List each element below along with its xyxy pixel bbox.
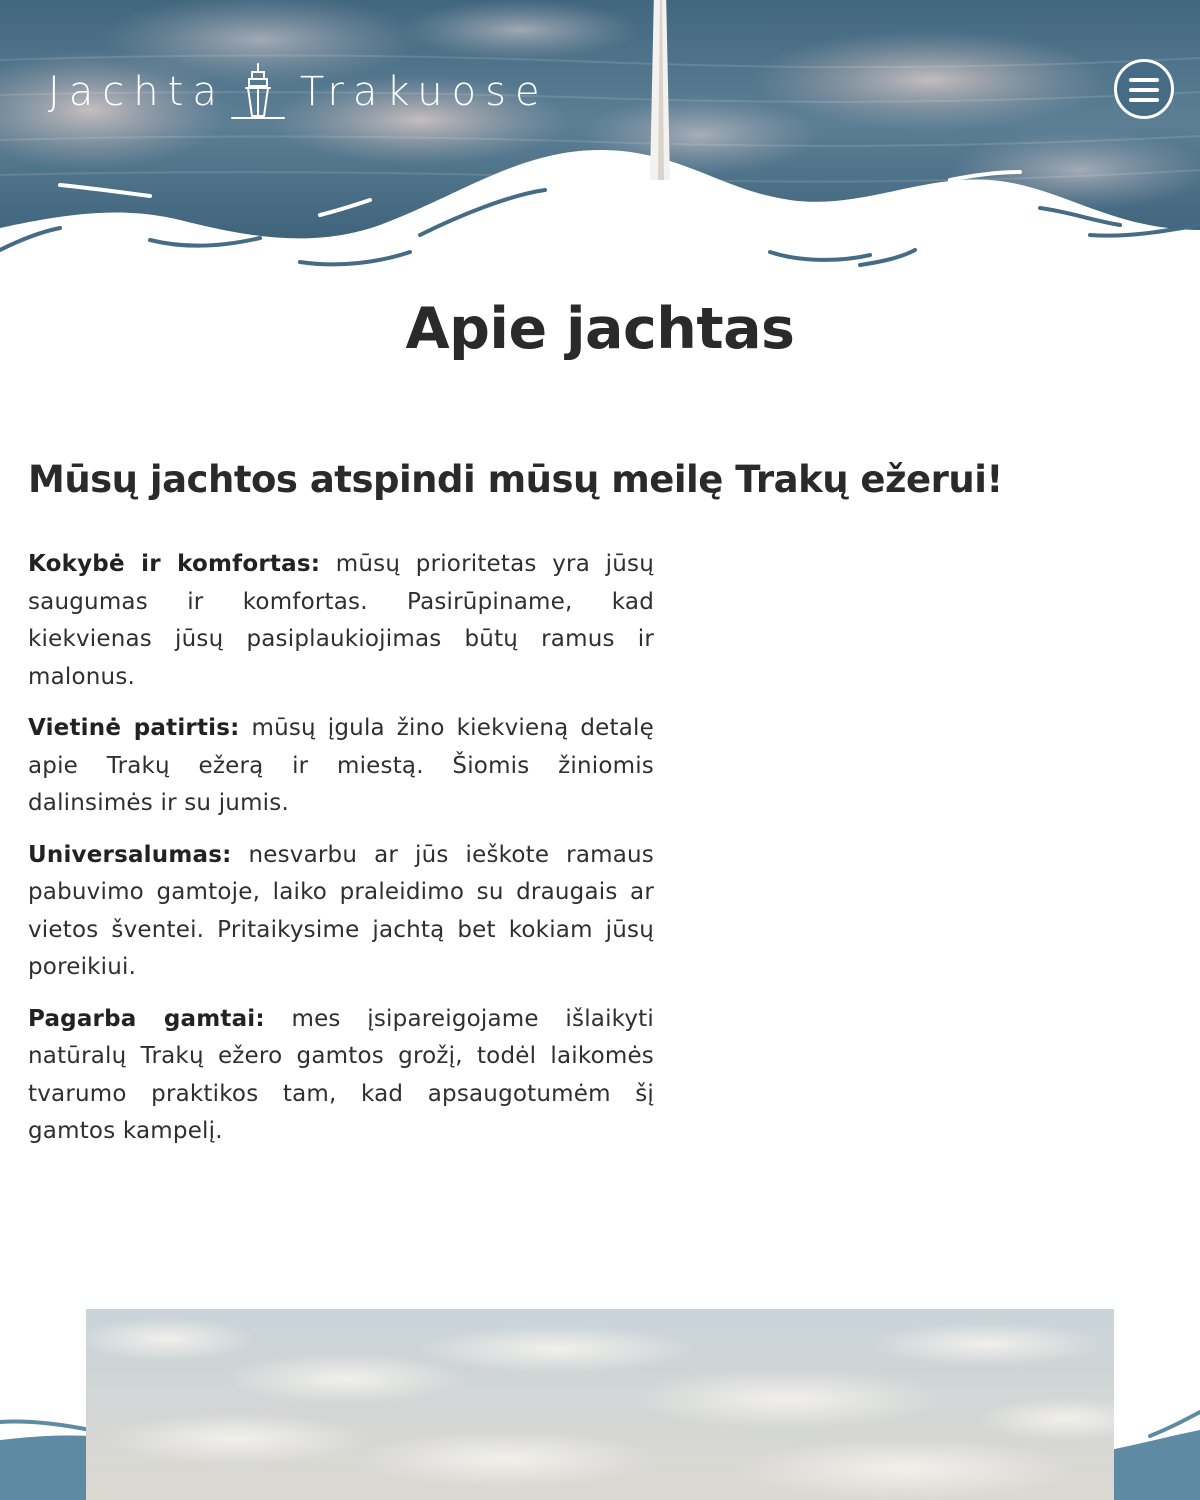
hero-header [0, 0, 1200, 275]
lake-water-background [0, 0, 1200, 275]
sailboat-mast [646, 0, 674, 180]
feature-versatility [28, 837, 654, 987]
feature-list [28, 546, 654, 1165]
feature-label: Universalumas: [28, 841, 232, 868]
feature-nature-respect [28, 1001, 654, 1151]
feature-local-experience [28, 710, 654, 823]
feature-label: Kokybė ir komfortas: [28, 551, 321, 577]
feature-label: Vietinė patirtis: [28, 715, 240, 741]
page-title: Apie jachtas [405, 296, 795, 362]
feature-text: mūsų įgula žino kiekvieną detalę apie Trakų ežerą ir miestą. Šiomis žiniomis dalinsimės ir su jumis. [28, 715, 654, 816]
site-logo[interactable] [48, 62, 549, 122]
feature-text: nesvarbu ar jūs ieškote ramaus pabuvimo gamtoje, laiko praleidimo su draugais ar vietos šventei. Pritaikysime jachtą bet kokiam jūsų poreikiui. [28, 841, 654, 980]
section-heading: Mūsų jachtos atspindi mūsų meilę Trakų ežerui! [28, 458, 1003, 501]
logo-text-right: Trakuose [299, 69, 549, 115]
sky-clouds-image [86, 1309, 1114, 1500]
feature-text: mes įsipareigojame išlaikyti natūralų Trakų ežero gamtos grožį, todėl laikomės tvarumo praktikos tam, kad apsaugotumėm šį gamtos kampelį. [28, 1005, 654, 1144]
feature-label: Pagarba gamtai: [28, 1005, 265, 1032]
hamburger-menu-icon [1129, 78, 1159, 82]
feature-text: mūsų prioritetas yra jūsų saugumas ir komfortas. Pasirūpiname, kad kiekvienas jūsų pasiplaukiojimas būtų ramus ir malonus. [28, 551, 654, 690]
ship-icon [230, 62, 286, 122]
yacht-photo [86, 1309, 1114, 1500]
hamburger-menu-button[interactable] [1114, 59, 1174, 119]
logo-text-left: Jachta [48, 69, 226, 115]
feature-quality [28, 546, 654, 696]
